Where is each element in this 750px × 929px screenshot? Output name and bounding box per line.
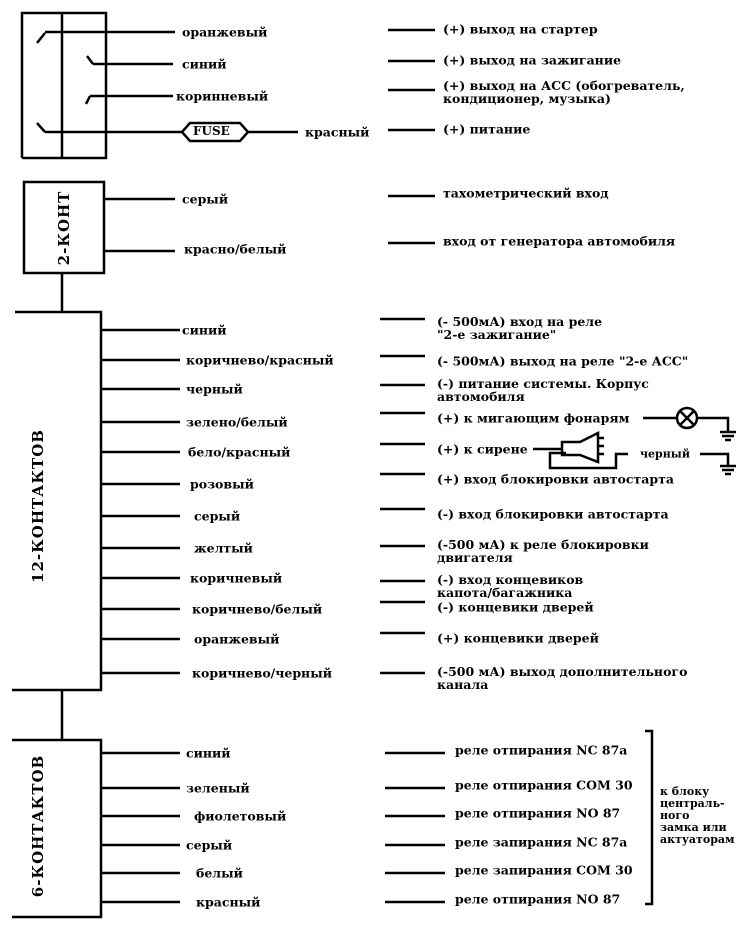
function-text-line: (+) выход на АСС (обогреватель, xyxy=(443,78,685,93)
function-label: (- 500мА) выход на реле "2-е АСС" xyxy=(437,353,689,369)
siren-ground-wire-label: черный xyxy=(640,447,690,461)
function-text-line: (- 500мА) вход на реле xyxy=(437,314,603,329)
connector-6-label: 6-КОНТАКТОВ xyxy=(29,754,47,898)
note-line: замка или xyxy=(660,821,727,834)
function-label: реле запирания NC 87a xyxy=(455,834,628,850)
function-text-line: (-) питание системы. Корпус xyxy=(437,376,649,391)
function-text-line: автомобиля xyxy=(437,389,525,404)
connector-6 xyxy=(12,731,652,917)
function-text-line: кондиционер, музыка) xyxy=(443,91,611,106)
function-text-line: (-500 мА) выход дополнительного xyxy=(437,664,688,679)
note-line: к блоку xyxy=(660,785,710,798)
connector-12-label: 12-КОНТАКТОВ xyxy=(29,429,47,583)
note-line: централь- xyxy=(660,797,725,810)
function-label: реле отпирания NO 87 xyxy=(455,805,621,821)
wire-label: красный xyxy=(196,894,261,910)
wire-label: черный xyxy=(186,381,243,397)
fuse-label: FUSE xyxy=(193,124,230,138)
function-label: реле отпирания NO 87 xyxy=(455,891,621,907)
function-label xyxy=(437,315,602,341)
function-label: (+) вход блокировки автостарта xyxy=(437,471,674,487)
wire-label: бело/красный xyxy=(188,444,291,460)
connector-2-label: 2-КОНТ xyxy=(55,190,73,266)
function-text-line: двигателя xyxy=(437,550,513,565)
wire-label: зелено/белый xyxy=(186,414,288,430)
wire-label: синий xyxy=(182,322,227,338)
function-label: (+) концевики дверей xyxy=(437,630,599,646)
function-label: (+) выход на зажигание xyxy=(443,52,622,68)
bracket-note xyxy=(660,786,735,846)
wire-label: красный xyxy=(305,124,370,140)
wire-label: коричнево/черный xyxy=(192,665,333,681)
wire-label: серый xyxy=(194,508,241,524)
function-label xyxy=(443,79,685,105)
wire-label: желтый xyxy=(194,540,253,556)
wire-label: фиолетовый xyxy=(194,808,287,824)
wire-label: оранжевый xyxy=(194,631,280,647)
function-label: (-) концевики дверей xyxy=(437,599,594,615)
function-label: реле отпирания COM 30 xyxy=(455,777,633,793)
function-label: (+) к сирене xyxy=(437,441,528,457)
function-label: вход от генератора автомобиля xyxy=(443,233,676,249)
function-text-line: (-) вход концевиков xyxy=(437,572,584,587)
function-label: тахометрический вход xyxy=(443,185,609,201)
wire-label: серый xyxy=(182,191,229,207)
function-label xyxy=(437,573,583,599)
siren-symbol xyxy=(562,433,604,462)
wire-label: зеленый xyxy=(186,780,250,796)
wire-label: белый xyxy=(196,865,243,881)
note-line: ного xyxy=(660,809,690,822)
function-text-line: капота/багажника xyxy=(437,585,573,600)
wire-label: синий xyxy=(182,56,227,72)
function-text-line: "2-е зажигание" xyxy=(437,327,557,342)
wire-label: коринневый xyxy=(176,88,269,104)
function-label: (-) вход блокировки автостарта xyxy=(437,506,669,522)
function-label: (+) к мигающим фонарям xyxy=(437,410,630,426)
function-label: (+) выход на стартер xyxy=(443,21,598,37)
main-function-lines xyxy=(388,30,435,130)
function-label xyxy=(437,538,649,564)
function-label: (+) питание xyxy=(443,121,531,137)
wire-label: синий xyxy=(186,745,231,761)
wire-label: серый xyxy=(186,837,233,853)
wire-label: коричнево/красный xyxy=(186,352,334,368)
function-text-line: канала xyxy=(437,677,489,692)
function-label: реле запирания COM 30 xyxy=(455,862,633,878)
function-label: реле отпирания NC 87a xyxy=(455,742,628,758)
wire-label: оранжевый xyxy=(182,24,268,40)
function-label xyxy=(437,665,687,691)
wire-label: розовый xyxy=(190,476,254,492)
note-line: актуаторам xyxy=(660,833,735,846)
function-label xyxy=(437,377,649,403)
wire-label: красно/белый xyxy=(184,241,287,257)
function-text-line: (-500 мА) к реле блокировки xyxy=(437,537,649,552)
wire-label: коричневый xyxy=(190,570,283,586)
wire-label: коричнево/белый xyxy=(192,601,323,617)
